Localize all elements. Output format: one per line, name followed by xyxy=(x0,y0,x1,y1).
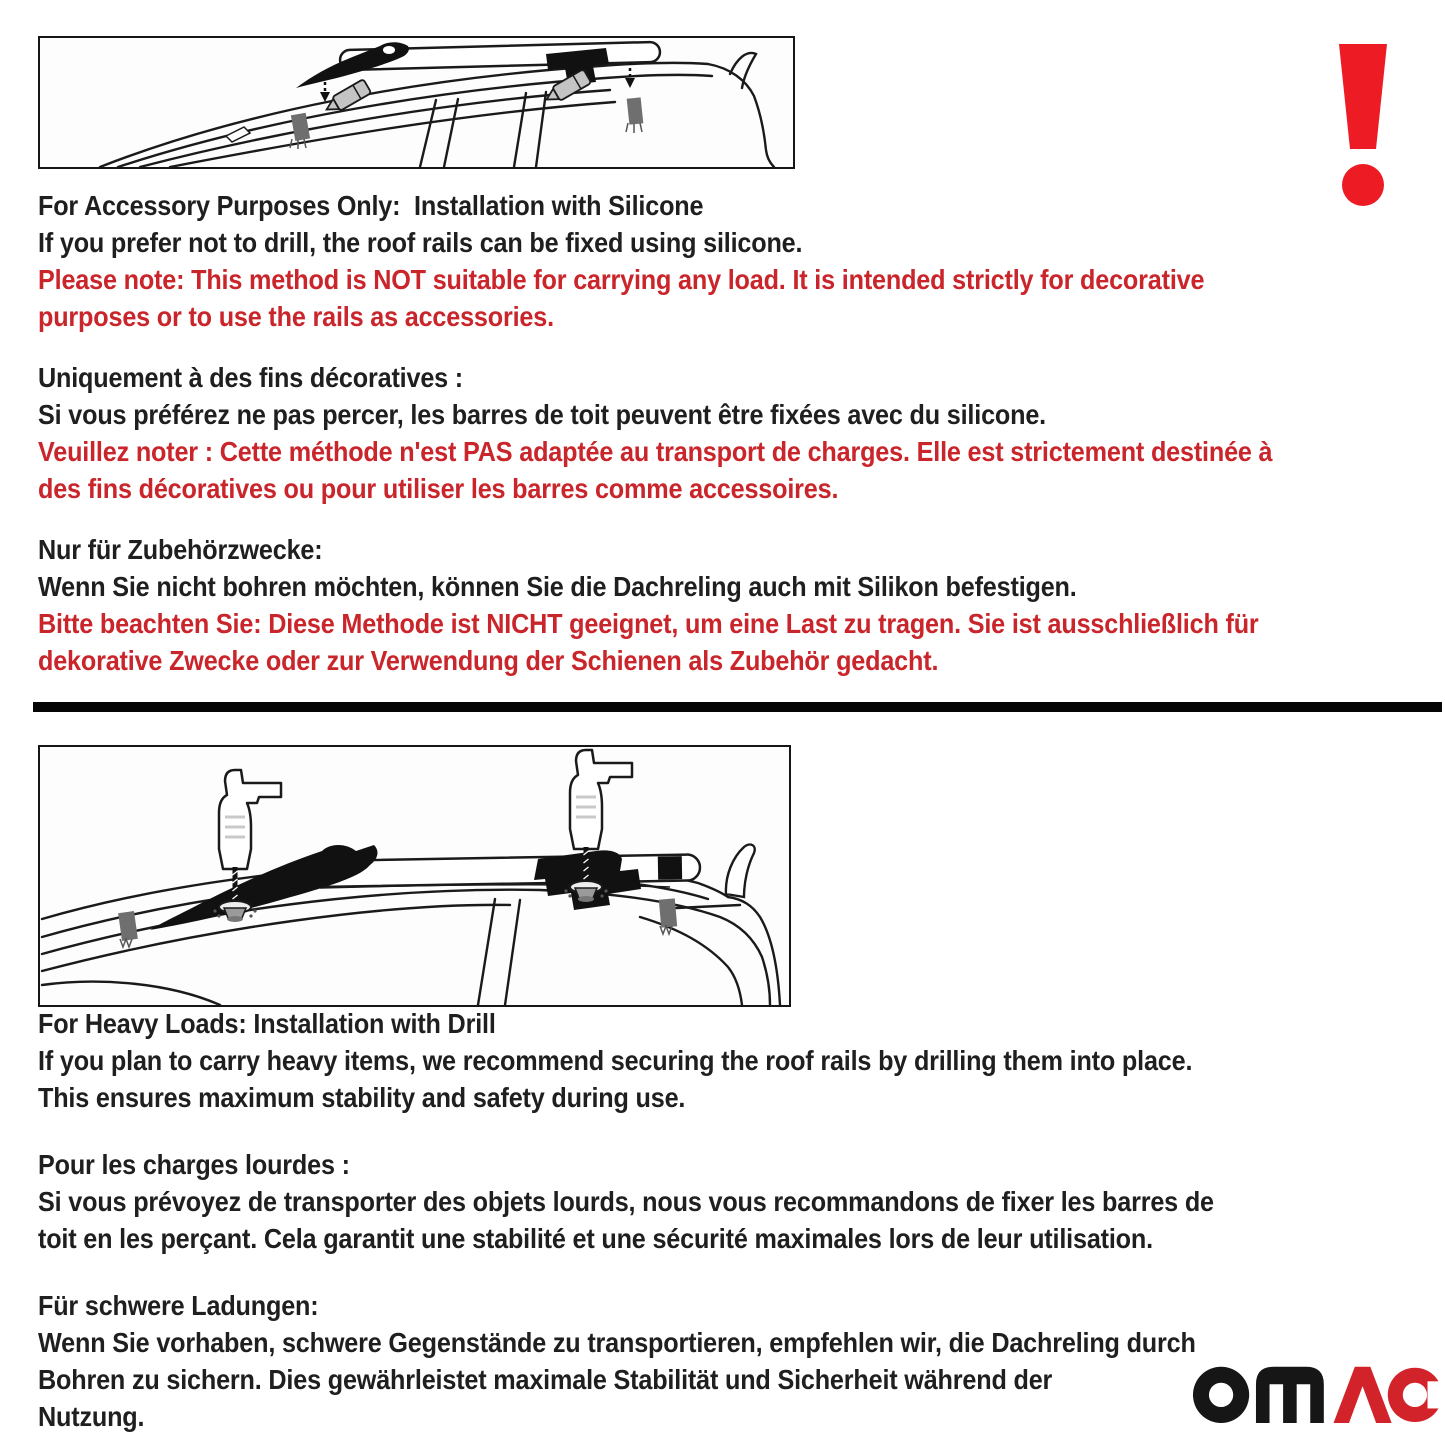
warning-fr-silicone-2: des fins décoratives ou pour utiliser les barres comme accessoires. xyxy=(38,473,839,504)
body-de-drill-1: Wenn Sie vorhaben, schwere Gegenstände zu transportieren, empfehlen wir, die Dachreling durch xyxy=(38,1327,1196,1358)
section-divider xyxy=(33,702,1442,712)
omac-logo-red-letters xyxy=(1334,1367,1444,1423)
warning-fr-silicone-1: Veuillez noter : Cette méthode n'est PAS adaptée au transport de charges. Elle est strictement destinée à xyxy=(38,436,1273,467)
silicone-illustration-box xyxy=(38,36,795,169)
warning-en-silicone-2: purposes or to use the rails as accessories. xyxy=(38,301,554,332)
omac-logo-black-letters xyxy=(1193,1367,1324,1423)
text-block-de-drill xyxy=(38,1287,1196,1435)
body-fr-silicone: Si vous préférez ne pas percer, les barres de toit peuvent être fixées avec du silicone. xyxy=(38,399,1046,430)
body-de-drill-3: Nutzung. xyxy=(38,1401,145,1432)
roof-rail-silicone-illustration xyxy=(40,38,793,167)
omac-logo xyxy=(1192,1354,1444,1428)
text-block-en-drill xyxy=(38,1005,1192,1116)
warning-en-silicone-1: Please note: This method is NOT suitable for carrying any load. It is intended strictly for decorative xyxy=(38,264,1205,295)
heading-fr-silicone: Uniquement à des fins décoratives : xyxy=(38,362,464,393)
heading-de-silicone: Nur für Zubehörzwecke: xyxy=(38,534,323,565)
body-de-silicone: Wenn Sie nicht bohren möchten, können Sie die Dachreling auch mit Silikon befestigen. xyxy=(38,571,1077,602)
body-de-drill-2: Bohren zu sichern. Dies gewährleistet maximale Stabilität und Sicherheit während der xyxy=(38,1364,1053,1395)
rail-clamp-right xyxy=(626,97,643,133)
heading-fr-drill: Pour les charges lourdes : xyxy=(38,1149,350,1180)
body-en-drill-1: If you plan to carry heavy items, we recommend securing the roof rails by drilling them into place. xyxy=(38,1045,1193,1076)
heading-de-drill: Für schwere Ladungen: xyxy=(38,1290,319,1321)
text-block-fr-silicone xyxy=(38,359,1272,507)
heading-en-silicone: For Accessory Purposes Only: Installation with Silicone xyxy=(38,190,704,221)
drill-illustration-box xyxy=(38,745,791,1007)
body-en-drill-2: This ensures maximum stability and safety during use. xyxy=(38,1082,686,1113)
body-fr-drill-1: Si vous prévoyez de transporter des objets lourds, nous vous recommandons de fixer les barres de xyxy=(38,1186,1214,1217)
warning-de-silicone-1: Bitte beachten Sie: Diese Methode ist NICHT geeignet, um eine Last zu tragen. Sie ist ausschließlich für xyxy=(38,608,1259,639)
rear-fin xyxy=(726,845,755,897)
rail-clamp-left xyxy=(118,911,138,947)
text-block-en-silicone xyxy=(38,187,1204,335)
text-block-fr-drill xyxy=(38,1146,1214,1257)
text-block-de-silicone xyxy=(38,531,1259,679)
warning-exclamation-icon xyxy=(1334,42,1392,210)
heading-en-drill: For Heavy Loads: Installation with Drill xyxy=(38,1008,496,1039)
body-en-silicone: If you prefer not to drill, the roof rails can be fixed using silicone. xyxy=(38,227,803,258)
body-fr-drill-2: toit en les perçant. Cela garantit une stabilité et une sécurité maximales lors de leur utilisation. xyxy=(38,1223,1153,1254)
warning-de-silicone-2: dekorative Zwecke oder zur Verwendung der Schienen als Zubehör gedacht. xyxy=(38,645,939,676)
rail-gap-marker xyxy=(226,127,250,142)
roof-rail-drill-illustration xyxy=(40,747,789,1005)
